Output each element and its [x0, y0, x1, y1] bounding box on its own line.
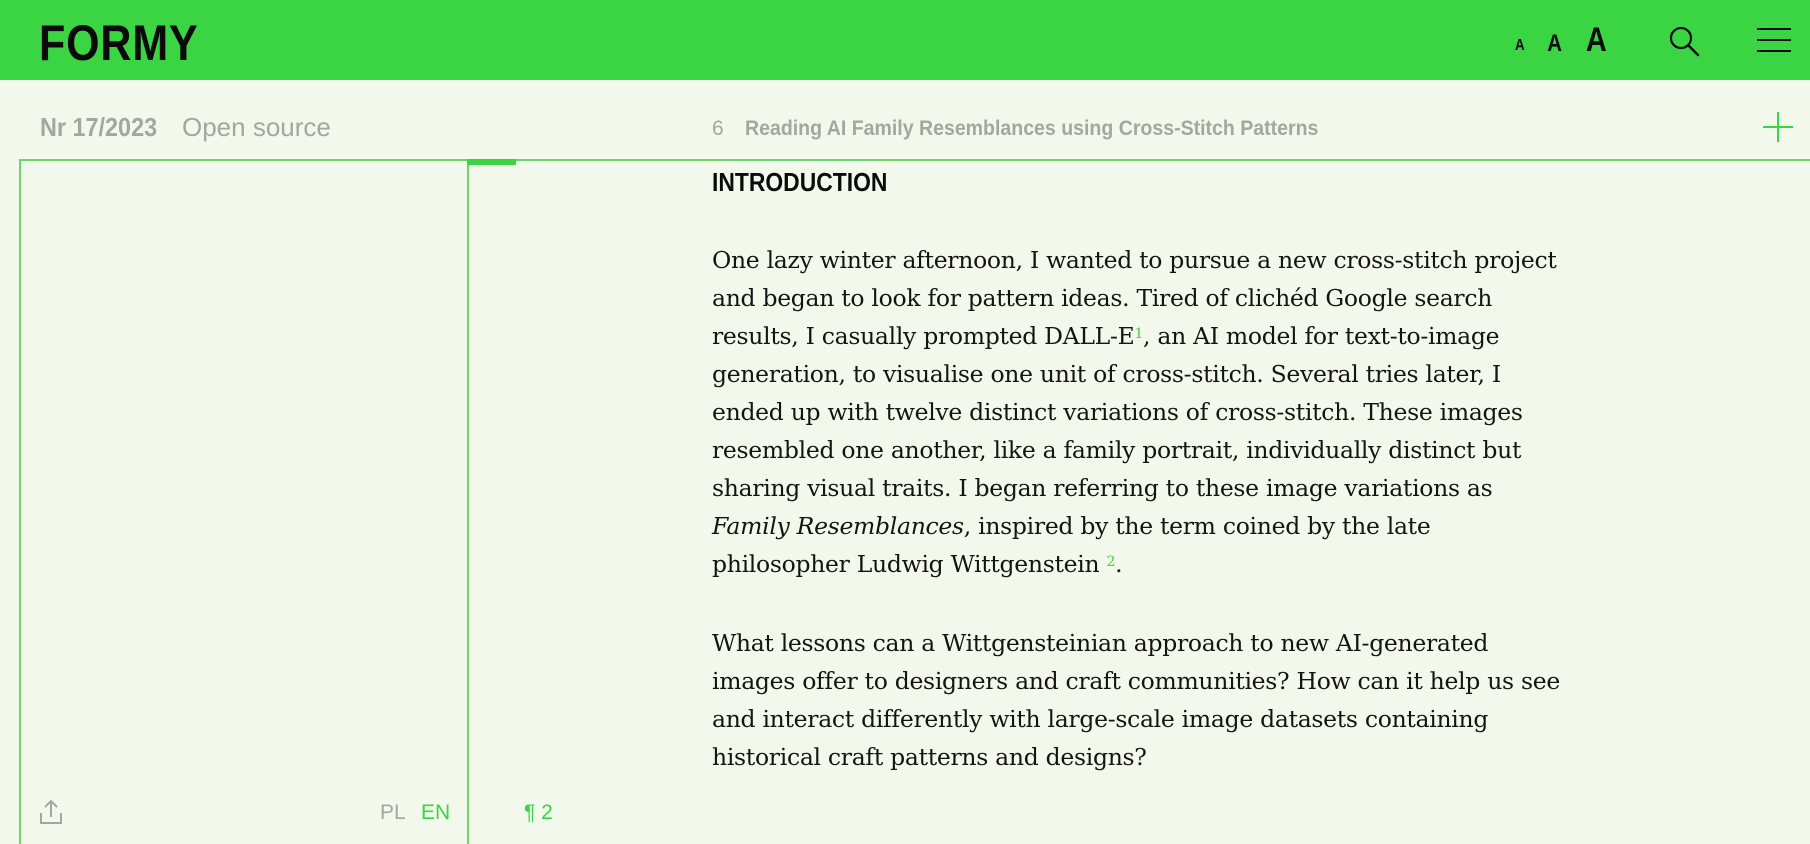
site-logo[interactable]: FORMY: [39, 15, 199, 71]
article-number: 6: [712, 117, 724, 140]
language-en-link[interactable]: EN: [421, 801, 451, 824]
article-paragraph-2: What lessons can a Wittgensteinian approach to new AI-generated images offer to designers and craft communities? How can it help us see and interact differently with large-scale image datasets containing historical craft patterns and designs?: [712, 629, 1560, 771]
paragraph-text: One lazy winter afternoon, I wanted to pursue a new cross-stitch project and began to look for pattern ideas. Tired of clichéd Google search results, I casually prompted DALL-E: [712, 246, 1557, 350]
reading-progress-indicator: [467, 159, 516, 165]
issue-title[interactable]: Open source: [182, 112, 331, 142]
footnote-2-link[interactable]: 2: [1106, 554, 1116, 570]
font-size-large-button[interactable]: A: [1585, 21, 1607, 59]
font-size-medium-button[interactable]: A: [1547, 30, 1563, 57]
divider-left: [19, 159, 21, 844]
footnote-1-link[interactable]: 1: [1134, 326, 1144, 342]
search-icon[interactable]: [1667, 24, 1701, 58]
issue-number[interactable]: Nr 17/2023: [40, 112, 158, 142]
paragraph-text: , an AI model for text-to-image generation, to visualise one unit of cross-stitch. Several tries later, I ended up with twelve distinct variations of cross-stitch. These images resembled one another, like a family portrait, individually distinct but sharing visual traits. I began referring to these image variations as: [712, 322, 1523, 502]
divider-middle: [467, 159, 469, 844]
language-pl-link[interactable]: PL: [380, 801, 406, 824]
font-size-small-button[interactable]: A: [1514, 37, 1525, 54]
share-icon[interactable]: [39, 799, 63, 825]
paragraph-marker[interactable]: ¶ 2: [524, 801, 553, 824]
italic-term: Family Resemblances: [712, 512, 964, 540]
paragraph-text: .: [1115, 550, 1123, 578]
paragraph-text: , inspired by the term coined by the late philosopher Ludwig Wittgenstein: [712, 512, 1431, 578]
section-heading: INTRODUCTION: [712, 167, 888, 197]
divider-horizontal: [19, 159, 1810, 161]
article-paragraph-1: [712, 241, 1572, 583]
article-title: Reading AI Family Resemblances using Cross-Stitch Patterns: [745, 117, 1319, 140]
plus-icon[interactable]: [1763, 112, 1793, 142]
top-bar: [0, 0, 1810, 80]
menu-icon[interactable]: [1757, 26, 1791, 54]
